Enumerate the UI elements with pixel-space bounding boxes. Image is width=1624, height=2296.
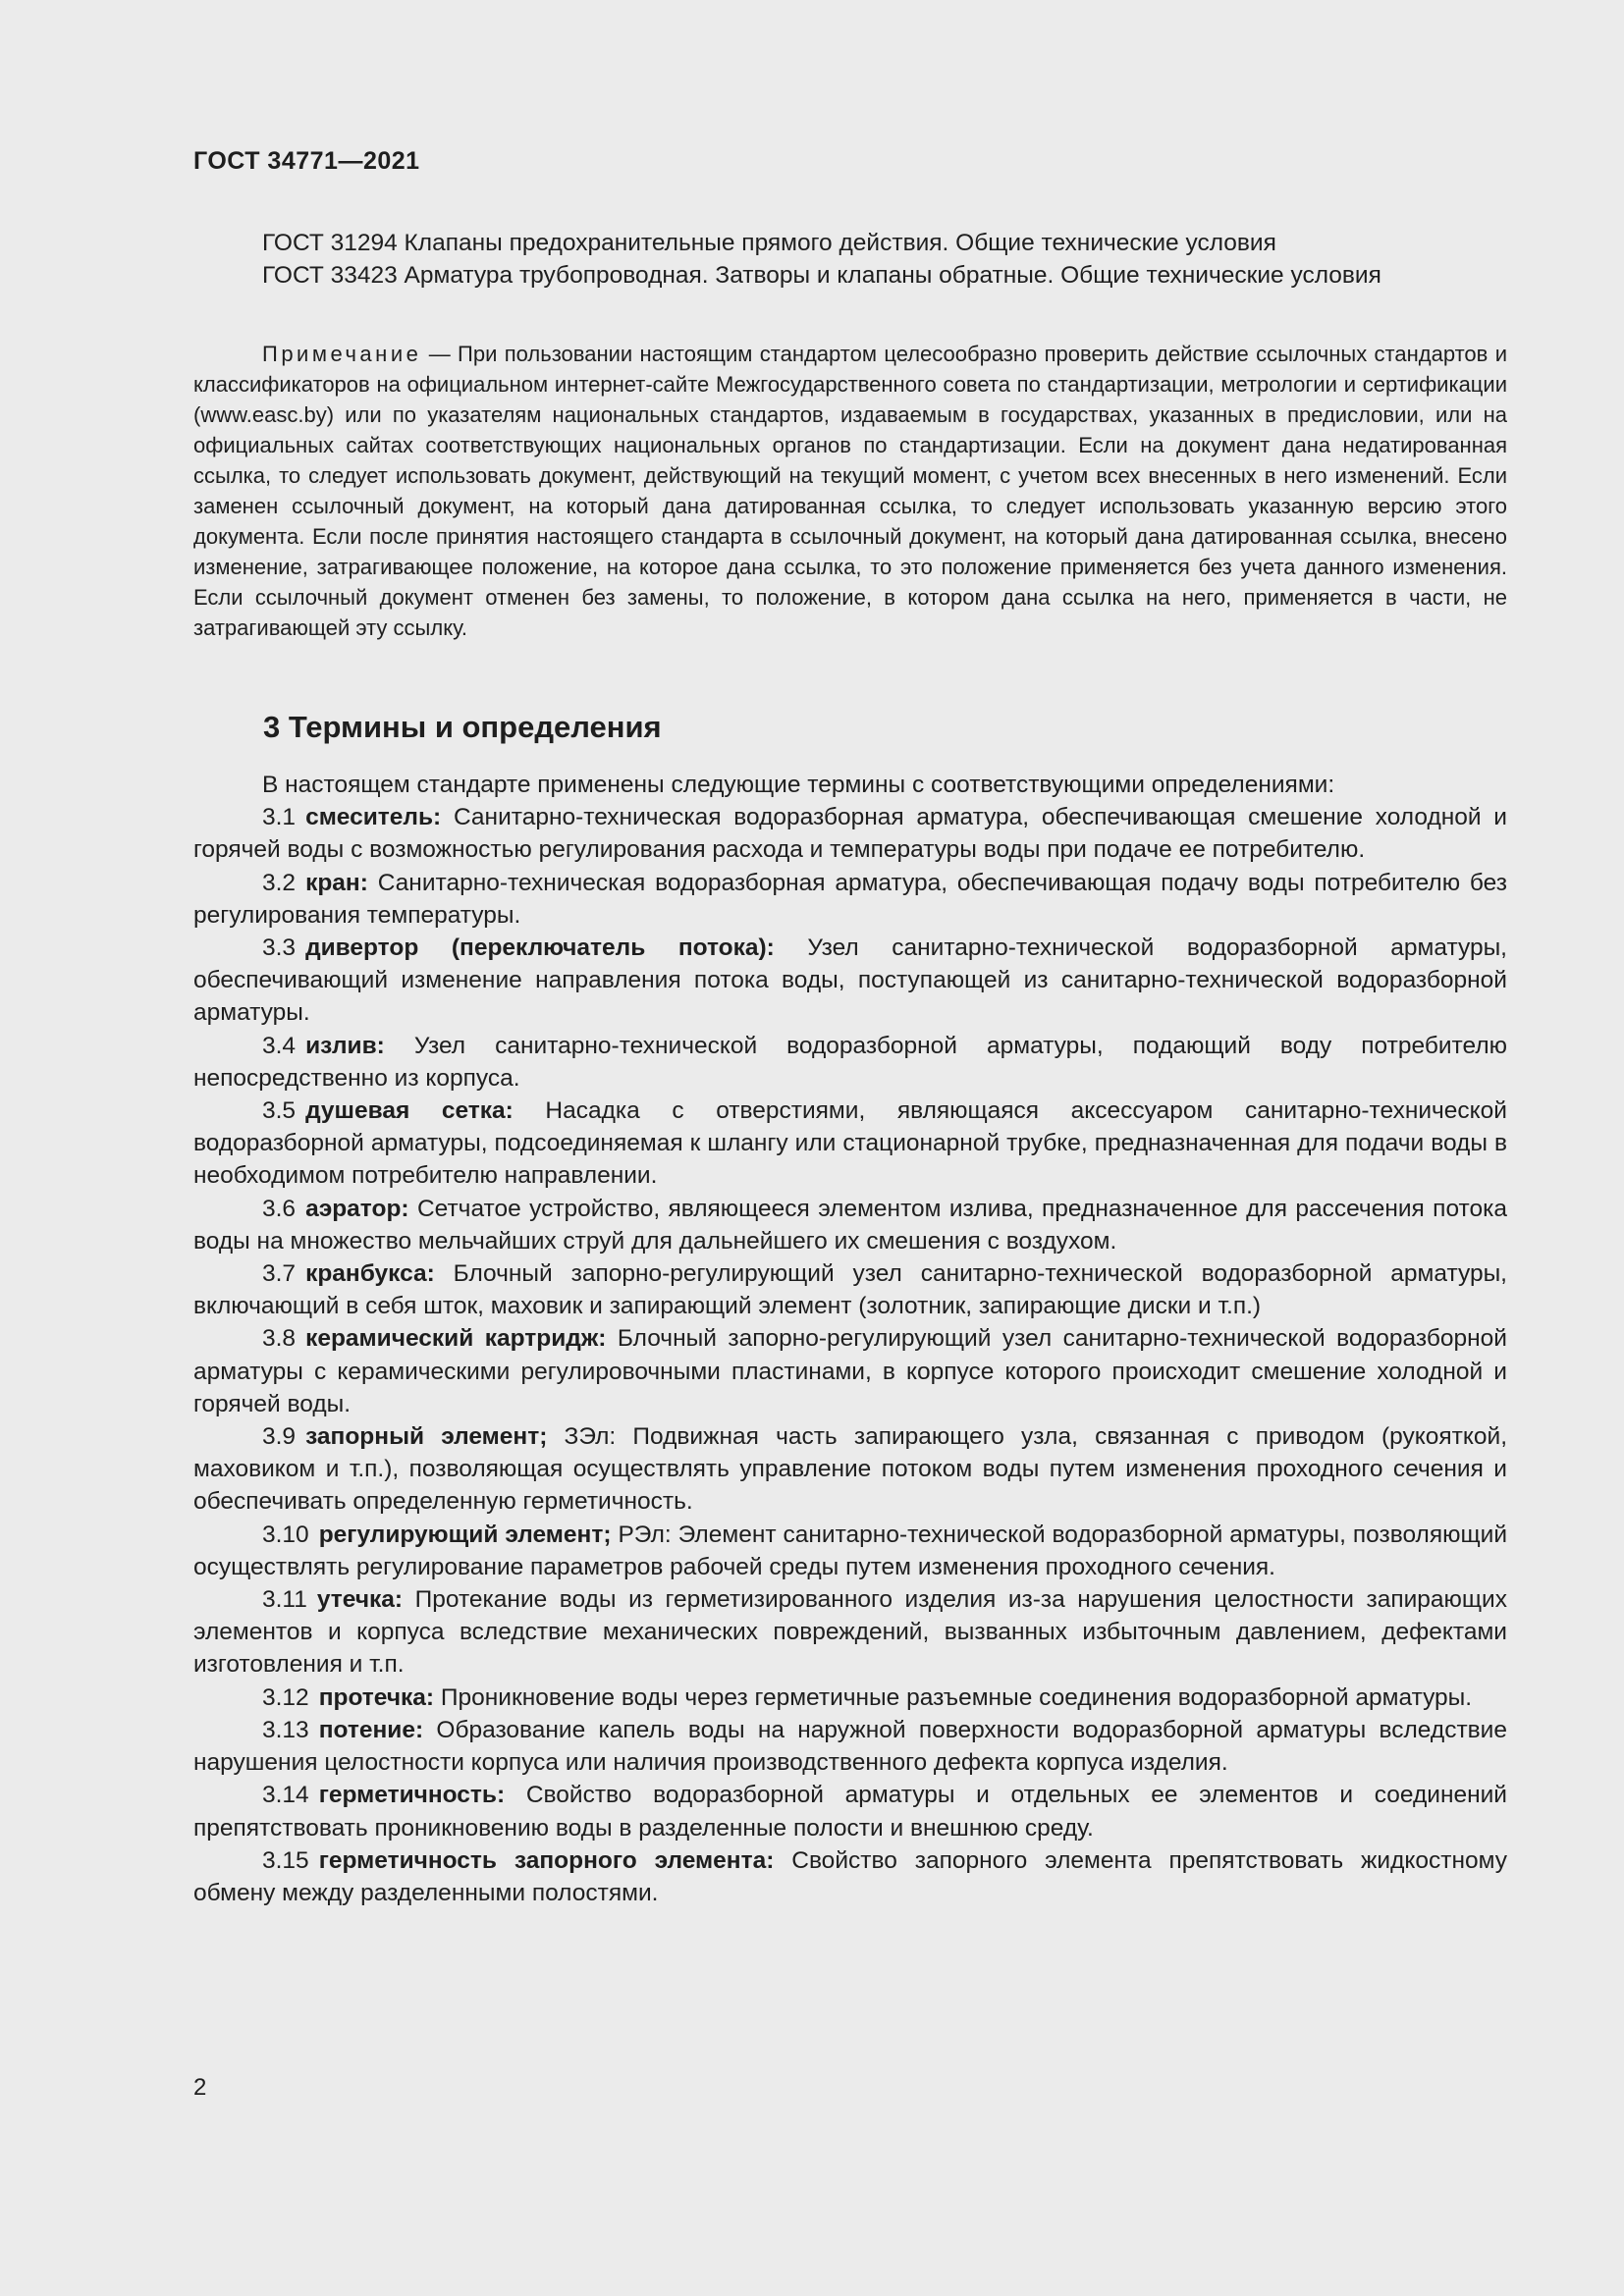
term-name: душевая сетка: xyxy=(305,1097,514,1125)
term-entry xyxy=(193,1420,1507,1519)
term-entry xyxy=(193,1095,1507,1193)
term-number: 3.14 xyxy=(262,1782,309,1809)
term-definition: Свойство водоразборной арматуры и отдельных ее элементов и соединений препятствовать проникновению воды в разделенные полости и внешнюю среду. xyxy=(193,1782,1507,1842)
section-intro: В настоящем стандарте применены следующие термины с соответствующими определениями: xyxy=(262,772,1335,798)
term-number: 3.15 xyxy=(262,1846,309,1874)
term-entry xyxy=(193,1583,1507,1682)
term-entry xyxy=(193,1322,1507,1420)
term-name: запорный элемент; xyxy=(305,1423,548,1451)
note-label: Примечание xyxy=(262,342,422,366)
term-number: 3.13 xyxy=(262,1716,309,1743)
reference-item: ГОСТ 31294 Клапаны предохранительные прямого действия. Общие технические условия xyxy=(262,230,1276,256)
term-name: герметичность: xyxy=(318,1782,506,1809)
term-definition: Проникновение воды через герметичные разъемные соединения водоразборной арматуры. xyxy=(434,1683,1473,1711)
term-definition: РЭл: Элемент санитарно-технической водоразборной арматуры, позволяющий осуществлять регулирование параметров рабочей среды путем изменения проходного сечения. xyxy=(193,1521,1508,1580)
term-name: протечка: xyxy=(318,1683,435,1711)
term-number: 3.2 xyxy=(262,869,297,896)
term-name: аэратор: xyxy=(305,1195,409,1222)
term-definition: Блочный запорно-регулирующий узел санитарно-технической водоразборной арматуры с керамическими регулировочными пластинами, в корпусе которого происходит смешение холодной и горячей воды. xyxy=(193,1325,1507,1417)
term-entry xyxy=(193,1844,1507,1909)
term-definition: Насадка с отверстиями, являющаяся аксессуаром санитарно-технической водоразборной арматуры, подсоединяемая к шлангу или стационарной трубке, предназначенная для подачи воды в необходимом потребителю направлении. xyxy=(193,1097,1507,1190)
term-definition: Узел санитарно-технической водоразборной арматуры, обеспечивающий изменение направления потока воды, поступающей из санитарно-технической водоразборной арматуры. xyxy=(193,934,1507,1027)
term-entry xyxy=(193,1193,1507,1257)
term-number: 3.12 xyxy=(262,1683,309,1711)
reference-note xyxy=(193,339,1507,643)
term-definition: Узел санитарно-технической водоразборной арматуры, подающий воду потребителю непосредственно из корпуса. xyxy=(193,1032,1507,1092)
term-number: 3.6 xyxy=(262,1195,297,1222)
reference-item: ГОСТ 33423 Арматура трубопроводная. Затворы и клапаны обратные. Общие технические условия xyxy=(262,262,1381,289)
section-title: 3 Термины и определения xyxy=(263,710,662,744)
term-name: кранбукса: xyxy=(305,1260,435,1288)
term-name: керамический картридж: xyxy=(305,1325,607,1353)
term-number: 3.9 xyxy=(262,1423,297,1451)
note-text: — При пользовании настоящим стандартом целесообразно проверить действие ссылочных стандартов и классификаторов на официальном интернет-сайте Межгосударственного совета по стандартизации, метрологии и сертификации (www.easc.by) или по указателям национальных стандартов, издаваемым в государствах, указанных в предисловии, или на официальных сайтах соответствующих национальных органов по стандартизации. Если на документ дана недатированная ссылка, то следует использовать документ, действующий на текущий момент, с учетом всех внесенных в него изменений. Если заменен ссылочный документ, на который дана датированная ссылка, то следует использовать указанную версию этого документа. Если после принятия настоящего стандарта в ссылочный документ, на который дана датированная ссылка, внесено изменение, затрагивающее положение, на которое дана ссылка, то это положение применяется без учета данного изменения. Если ссылочный документ отменен без замены, то положение, в котором дана ссылка на него, применяется в части, не затрагивающей эту ссылку. xyxy=(193,342,1507,640)
term-entry xyxy=(193,801,1507,866)
term-entry xyxy=(193,1779,1507,1843)
term-entry xyxy=(193,1519,1507,1583)
term-number: 3.7 xyxy=(262,1260,297,1288)
term-name: кран: xyxy=(305,869,368,896)
term-entry xyxy=(193,1030,1507,1095)
term-name: потение: xyxy=(318,1716,424,1743)
term-definition: Блочный запорно-регулирующий узел санитарно-технической водоразборной арматуры, включающий в себя шток, маховик и запирающий элемент (золотник, запирающие диски и т.п.) xyxy=(193,1260,1507,1320)
term-definition: Свойство запорного элемента препятствовать жидкостному обмену между разделенными полостями. xyxy=(193,1846,1507,1906)
term-entry xyxy=(193,867,1507,932)
normative-references xyxy=(193,227,1507,292)
term-number: 3.11 xyxy=(262,1586,307,1614)
term-number: 3.8 xyxy=(262,1325,297,1353)
term-number: 3.1 xyxy=(262,804,297,831)
term-number: 3.3 xyxy=(262,934,297,962)
term-entry xyxy=(193,1714,1507,1779)
term-number: 3.10 xyxy=(262,1521,309,1548)
term-entry xyxy=(193,1682,1507,1714)
term-entry xyxy=(193,1257,1507,1322)
term-name: смеситель: xyxy=(305,804,442,831)
page-number: 2 xyxy=(193,2074,207,2101)
term-definition: Образование капель воды на наружной поверхности водоразборной арматуры вследствие нарушения целостности корпуса или наличия производственного дефекта корпуса изделия. xyxy=(193,1716,1507,1777)
term-name: регулирующий элемент; xyxy=(318,1521,612,1548)
term-definition: Санитарно-техническая водоразборная арматура, обеспечивающая смешение холодной и горячей воды с возможностью регулирования расхода и температуры воды при подаче ее потребителю. xyxy=(193,804,1507,864)
term-name: утечка: xyxy=(316,1586,404,1614)
term-definition: Сетчатое устройство, являющееся элементом излива, предназначенное для рассечения потока воды на множество мельчайших струй для дальнейшего их смешения с воздухом. xyxy=(193,1195,1507,1255)
term-definition: Санитарно-техническая водоразборная арматура, обеспечивающая подачу воды потребителю без регулирования температуры. xyxy=(193,869,1507,929)
terms-list xyxy=(193,769,1507,1909)
term-definition: Протекание воды из герметизированного изделия из-за нарушения целостности запирающих элементов и корпуса вследствие механических повреждений, вызванных избыточным давлением, дефектами изготовления и т.п. xyxy=(193,1586,1507,1679)
term-name: излив: xyxy=(305,1032,385,1059)
term-number: 3.5 xyxy=(262,1097,297,1125)
term-name: герметичность запорного элемента: xyxy=(318,1846,775,1874)
term-name: дивертор (переключатель потока): xyxy=(305,934,775,962)
document-code-header: ГОСТ 34771—2021 xyxy=(193,147,420,175)
term-definition: ЗЭл: Подвижная часть запирающего узла, связанная с приводом (рукояткой, маховиком и т.п.), позволяющая осуществлять управление потоком воды путем изменения проходного сечения и обеспечивать определенную герметичность. xyxy=(193,1423,1508,1516)
term-entry xyxy=(193,932,1507,1030)
term-number: 3.4 xyxy=(262,1032,297,1059)
